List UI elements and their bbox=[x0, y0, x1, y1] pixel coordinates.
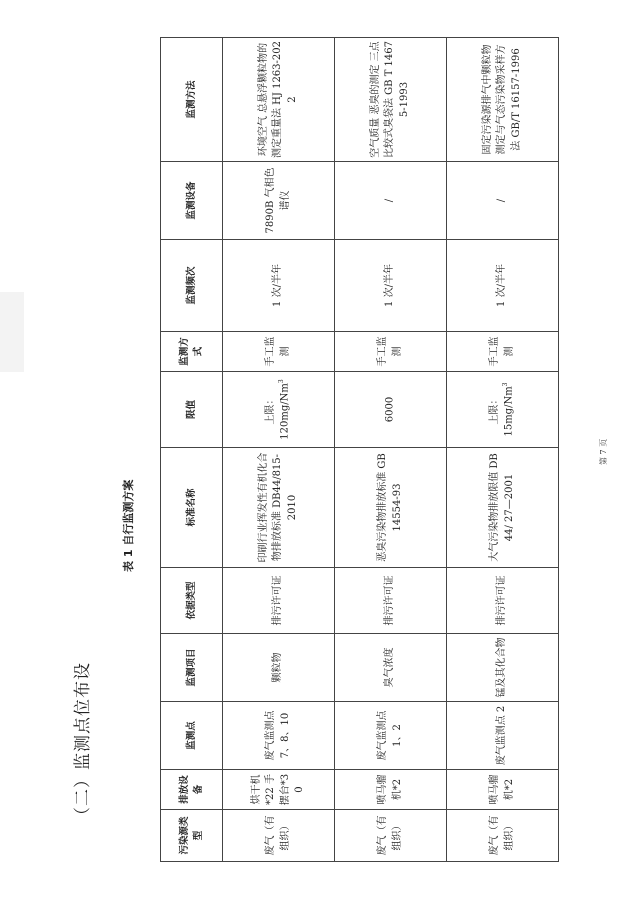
cell-frequency: 1 次/半年 bbox=[447, 240, 559, 332]
cell-equipment: 喷马骝机*2 bbox=[447, 770, 559, 810]
header-equipment: 排放设备 bbox=[161, 770, 223, 810]
cell-standard: 恶臭污染物排放标准 GB 14554-93 bbox=[335, 448, 447, 568]
limit-prefix: 上限： bbox=[488, 394, 500, 425]
limit-prefix: 上限： bbox=[264, 394, 276, 425]
section-title: （二）监测点位布设 bbox=[73, 662, 93, 824]
header-basis-type: 依据类型 bbox=[161, 568, 223, 634]
limit-value: 15mg/Nm bbox=[503, 386, 515, 437]
header-source-type: 污染源类型 bbox=[161, 810, 223, 862]
table-caption: 表 1 自行监测方案 bbox=[122, 479, 135, 572]
cell-item: 臭气浓度 bbox=[335, 634, 447, 702]
table-row bbox=[447, 38, 559, 862]
limit-sup: 3 bbox=[502, 382, 510, 387]
cell-basis-type: 排污许可证 bbox=[335, 568, 447, 634]
limit-value: 6000 bbox=[384, 396, 396, 423]
cell-method: 环境空气 总悬浮颗粒物的测定重量法 HJ 1263-2022 bbox=[223, 38, 335, 162]
header-method: 监测方法 bbox=[161, 38, 223, 162]
cell-basis-type: 排污许可证 bbox=[223, 568, 335, 634]
page-number: 第 7 页 bbox=[599, 438, 608, 465]
cell-standard: 大气污染物排放限值 DB44/ 27—2001 bbox=[447, 448, 559, 568]
header-limit: 限值 bbox=[161, 372, 223, 448]
header-point: 监测点 bbox=[161, 702, 223, 770]
header-device: 监测设备 bbox=[161, 162, 223, 240]
cell-mode: 手工监测 bbox=[447, 332, 559, 372]
cell-basis-type: 排污许可证 bbox=[447, 568, 559, 634]
table-row bbox=[223, 38, 335, 862]
cell-source-type: 废气（有组织） bbox=[335, 810, 447, 862]
header-frequency: 监测频次 bbox=[161, 240, 223, 332]
header-item: 监测项目 bbox=[161, 634, 223, 702]
cell-frequency: 1 次/半年 bbox=[335, 240, 447, 332]
cell-point: 废气监测点 1、2 bbox=[335, 702, 447, 770]
cell-item: 锰及其化合物 bbox=[447, 634, 559, 702]
cell-source-type: 废气（有组织） bbox=[447, 810, 559, 862]
limit-value: 120mg/Nm bbox=[279, 383, 291, 440]
cell-limit bbox=[447, 372, 559, 448]
cell-point: 废气监测点 2 bbox=[447, 702, 559, 770]
header-standard: 标准名称 bbox=[161, 448, 223, 568]
cell-equipment: 烘干机*22 手摆台*30 bbox=[223, 770, 335, 810]
cell-equipment: 喷马骝机*2 bbox=[335, 770, 447, 810]
cell-device: / bbox=[447, 162, 559, 240]
cell-mode: 手工监测 bbox=[223, 332, 335, 372]
table-row bbox=[335, 38, 447, 862]
cell-mode: 手工监测 bbox=[335, 332, 447, 372]
cell-device: 7890B 气相色谱仪 bbox=[223, 162, 335, 240]
limit-sup: 3 bbox=[278, 379, 286, 384]
monitoring-plan-table bbox=[160, 37, 559, 862]
cell-item: 颗粒物 bbox=[223, 634, 335, 702]
cell-device: / bbox=[335, 162, 447, 240]
cell-point: 废气监测点 7、8、10 bbox=[223, 702, 335, 770]
cell-limit bbox=[335, 372, 447, 448]
cell-method: 固定污染源排气中颗粒物测定与气态污染物采样方法 GB/T 16157-1996 bbox=[447, 38, 559, 162]
cell-source-type: 废气（有组织） bbox=[223, 810, 335, 862]
cell-standard: 印刷行业挥发性有机化合物排放标准 DB44/815-2010 bbox=[223, 448, 335, 568]
header-mode: 监测方式 bbox=[161, 332, 223, 372]
cell-limit bbox=[223, 372, 335, 448]
table-header-row bbox=[161, 38, 223, 862]
cell-method: 空气质量 恶臭的测定 三点比较式臭袋法 GB T 14675-1993 bbox=[335, 38, 447, 162]
cell-frequency: 1 次/半年 bbox=[223, 240, 335, 332]
